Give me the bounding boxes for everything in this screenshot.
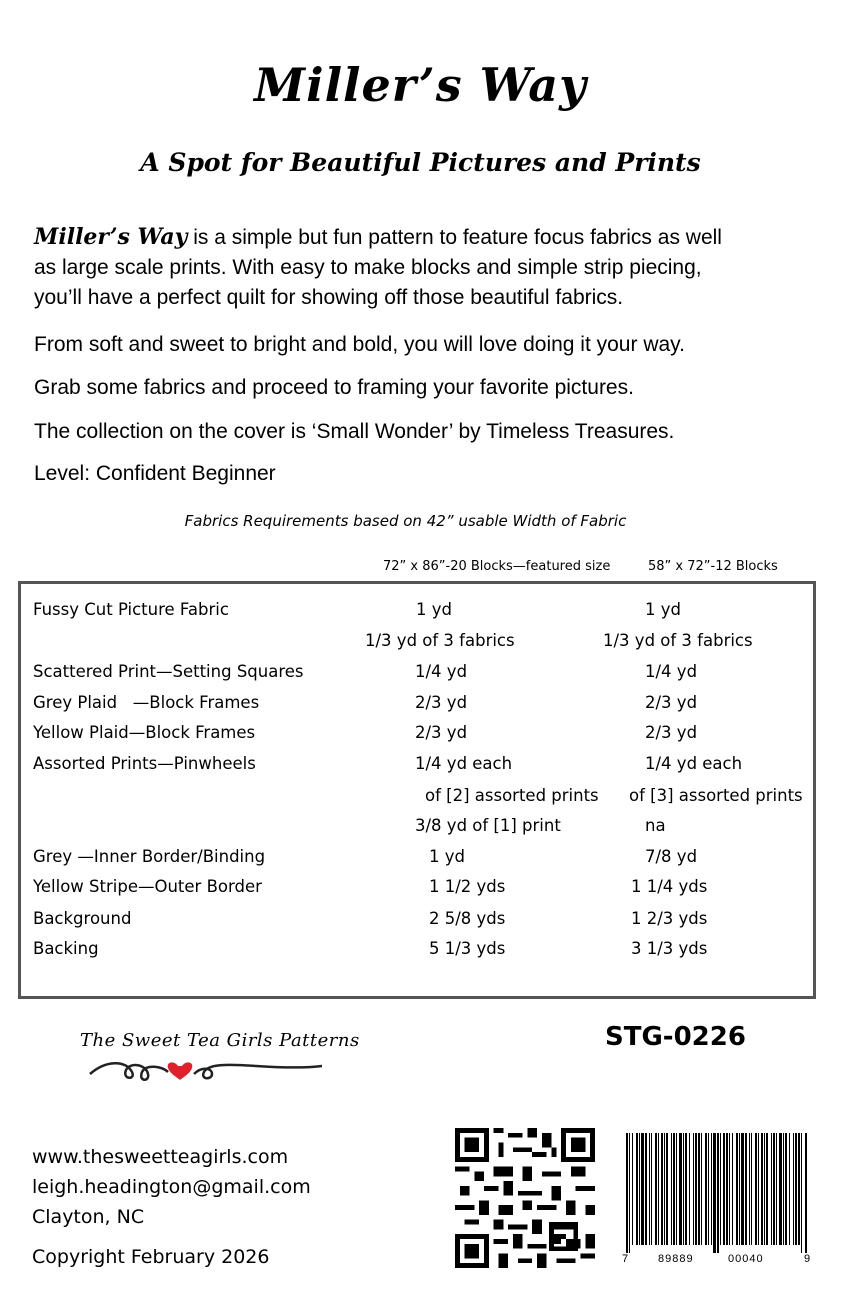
barcode-right-group: 00040: [728, 1253, 764, 1265]
table-row: [21, 723, 813, 753]
row-label: Scattered Print—Setting Squares: [33, 662, 304, 681]
barcode-bar: [673, 1133, 675, 1245]
barcode-bar: [723, 1133, 725, 1245]
barcode-bar: [679, 1133, 682, 1245]
row-value-large: 1/3 yd of 3 fabrics: [365, 631, 515, 650]
row-label: Grey —Inner Border/Binding: [33, 847, 266, 866]
row-value-small: 1/4 yd each: [645, 754, 743, 773]
row-value-large: 5 1/3 yds: [429, 939, 506, 958]
intro-paragraph: [34, 222, 814, 313]
barcode-bar: [766, 1133, 768, 1245]
table-row: [21, 600, 813, 630]
barcode-bar: [693, 1133, 694, 1245]
barcode-bar: [664, 1133, 665, 1245]
barcode-bar: [666, 1133, 668, 1245]
row-value-large: 3/8 yd of [1] print: [415, 816, 561, 835]
barcode-bar: [805, 1133, 807, 1253]
barcode-bar: [729, 1133, 730, 1245]
row-value-small: of [3] assorted prints: [629, 786, 803, 805]
row-value-large: 1/4 yd: [415, 662, 468, 681]
pattern-subtitle: A Spot for Beautiful Pictures and Prints: [140, 148, 701, 177]
barcode-bar: [758, 1133, 759, 1245]
column-header-large: 72” x 86”-20 Blocks—featured size: [383, 559, 611, 574]
barcode-bar: [726, 1133, 728, 1245]
table-row: [21, 816, 813, 846]
barcode-bar: [655, 1133, 657, 1245]
barcode-bar: [801, 1133, 802, 1253]
row-value-small: 1 yd: [645, 600, 681, 619]
barcode-bar: [795, 1133, 797, 1245]
barcode-bar: [755, 1133, 757, 1245]
barcode-bar: [736, 1133, 738, 1245]
pattern-title: Miller’s Way: [254, 58, 587, 112]
row-value-large: 2/3 yd: [415, 693, 468, 712]
barcode-bar: [708, 1133, 709, 1245]
intro-line-1: is a simple but fun pattern to feature focus fabrics as well: [187, 226, 722, 249]
barcode-bar: [626, 1133, 628, 1253]
barcode: [622, 1133, 812, 1273]
row-value-small: 3 1/3 yds: [631, 939, 708, 958]
barcode-bar: [773, 1133, 775, 1245]
row-label: Background: [33, 909, 132, 928]
barcode-bar: [629, 1133, 630, 1253]
barcode-bars: [622, 1133, 812, 1253]
barcode-bar: [645, 1133, 647, 1245]
barcode-bar: [701, 1133, 702, 1245]
contact-email[interactable]: leigh.headington@gmail.com: [32, 1176, 311, 1198]
barcode-bar: [783, 1133, 784, 1245]
barcode-bar: [798, 1133, 800, 1245]
barcode-bar: [641, 1133, 644, 1245]
table-row: [21, 754, 813, 784]
row-value-small: 1 1/4 yds: [631, 877, 708, 896]
row-value-large: 2/3 yd: [415, 723, 468, 742]
paragraph-level: Level: Confident Beginner: [34, 462, 276, 485]
barcode-bar: [632, 1133, 633, 1245]
row-value-small: 7/8 yd: [645, 847, 698, 866]
barcode-bar: [658, 1133, 659, 1245]
table-row: [21, 631, 813, 661]
row-value-large: 1 yd: [416, 600, 452, 619]
column-header-small: 58” x 72”-12 Blocks: [648, 559, 778, 574]
barcode-bar: [705, 1133, 707, 1245]
barcode-bar: [683, 1133, 684, 1245]
paragraph-style: From soft and sweet to bright and bold, you will love doing it your way.: [34, 333, 685, 356]
table-row: [21, 909, 813, 939]
barcode-bar: [713, 1133, 716, 1253]
barcode-bar: [745, 1133, 747, 1245]
row-value-small: 2/3 yd: [645, 723, 698, 742]
barcode-bar: [779, 1133, 782, 1245]
barcode-bar: [776, 1133, 777, 1245]
barcode-bar: [720, 1133, 721, 1245]
barcode-bar: [732, 1133, 733, 1245]
row-value-small: 1/3 yd of 3 fabrics: [603, 631, 753, 650]
barcode-check-digit: 9: [804, 1253, 811, 1265]
barcode-bar: [636, 1133, 638, 1245]
barcode-bar: [789, 1133, 790, 1245]
table-row: [21, 662, 813, 692]
barcode-bar: [639, 1133, 640, 1245]
row-label: Fussy Cut Picture Fabric: [33, 600, 229, 619]
barcode-bar: [695, 1133, 697, 1245]
row-value-large: of [2] assorted prints: [425, 786, 599, 805]
intro-brand: Miller’s Way: [34, 224, 188, 250]
barcode-bar: [711, 1133, 712, 1245]
pattern-code: STG-0226: [605, 1022, 746, 1052]
row-value-small: 1 2/3 yds: [631, 909, 708, 928]
paragraph-collection: The collection on the cover is ‘Small Wonder’ by Timeless Treasures.: [34, 420, 675, 443]
table-row: [21, 847, 813, 877]
row-label: Grey Plaid —Block Frames: [33, 693, 260, 712]
table-row: [21, 693, 813, 723]
row-value-large: 1 yd: [429, 847, 465, 866]
barcode-bar: [785, 1133, 787, 1245]
barcode-bar: [651, 1133, 652, 1245]
intro-line-3: you’ll have a perfect quilt for showing off those beautiful fabrics.: [34, 286, 624, 309]
barcode-bar: [649, 1133, 650, 1245]
requirements-table: [18, 581, 816, 999]
contact-location: Clayton, NC: [32, 1206, 145, 1228]
barcode-bar: [793, 1133, 794, 1245]
barcode-bar: [661, 1133, 663, 1245]
table-row: [21, 786, 813, 816]
row-value-large: 1/4 yd each: [415, 754, 513, 773]
barcode-bar: [717, 1133, 719, 1253]
qr-code-icon: [455, 1128, 595, 1268]
table-row: [21, 939, 813, 969]
barcode-bar: [739, 1133, 740, 1245]
row-value-small: 1/4 yd: [645, 662, 698, 681]
barcode-bar: [698, 1133, 700, 1245]
barcode-bar: [676, 1133, 677, 1245]
copyright-notice: Copyright February 2026: [32, 1246, 270, 1268]
row-value-small: na: [645, 816, 666, 835]
barcode-lead-digit: 7: [622, 1253, 629, 1265]
contact-website[interactable]: www.thesweetteagirls.com: [32, 1146, 289, 1168]
row-label: Assorted Prints—Pinwheels: [33, 754, 256, 773]
barcode-bar: [741, 1133, 744, 1245]
row-value-large: 1 1/2 yds: [429, 877, 506, 896]
barcode-bar: [749, 1133, 750, 1245]
row-value-large: 2 5/8 yds: [429, 909, 506, 928]
row-label: Backing: [33, 939, 99, 958]
row-label: Yellow Stripe—Outer Border: [33, 877, 262, 896]
barcode-bar: [689, 1133, 690, 1245]
row-value-small: 2/3 yd: [645, 693, 698, 712]
paragraph-fabrics: Grab some fabrics and proceed to framing your favorite pictures.: [34, 376, 634, 399]
barcode-bar: [751, 1133, 752, 1245]
row-label: Yellow Plaid—Block Frames: [33, 723, 256, 742]
barcode-bar: [671, 1133, 672, 1245]
table-row: [21, 877, 813, 907]
brand-logo-text: The Sweet Tea Girls Patterns: [80, 1030, 360, 1051]
barcode-bar: [685, 1133, 687, 1245]
barcode-bar: [771, 1133, 772, 1245]
intro-line-2: as large scale prints. With easy to make blocks and simple strip piecing,: [34, 256, 702, 279]
barcode-bar: [764, 1133, 765, 1245]
heart-swirl-icon: [86, 1056, 326, 1086]
requirements-note: Fabrics Requirements based on 42” usable Width of Fabric: [184, 512, 627, 530]
barcode-left-group: 89889: [658, 1253, 694, 1265]
barcode-bar: [761, 1133, 763, 1245]
